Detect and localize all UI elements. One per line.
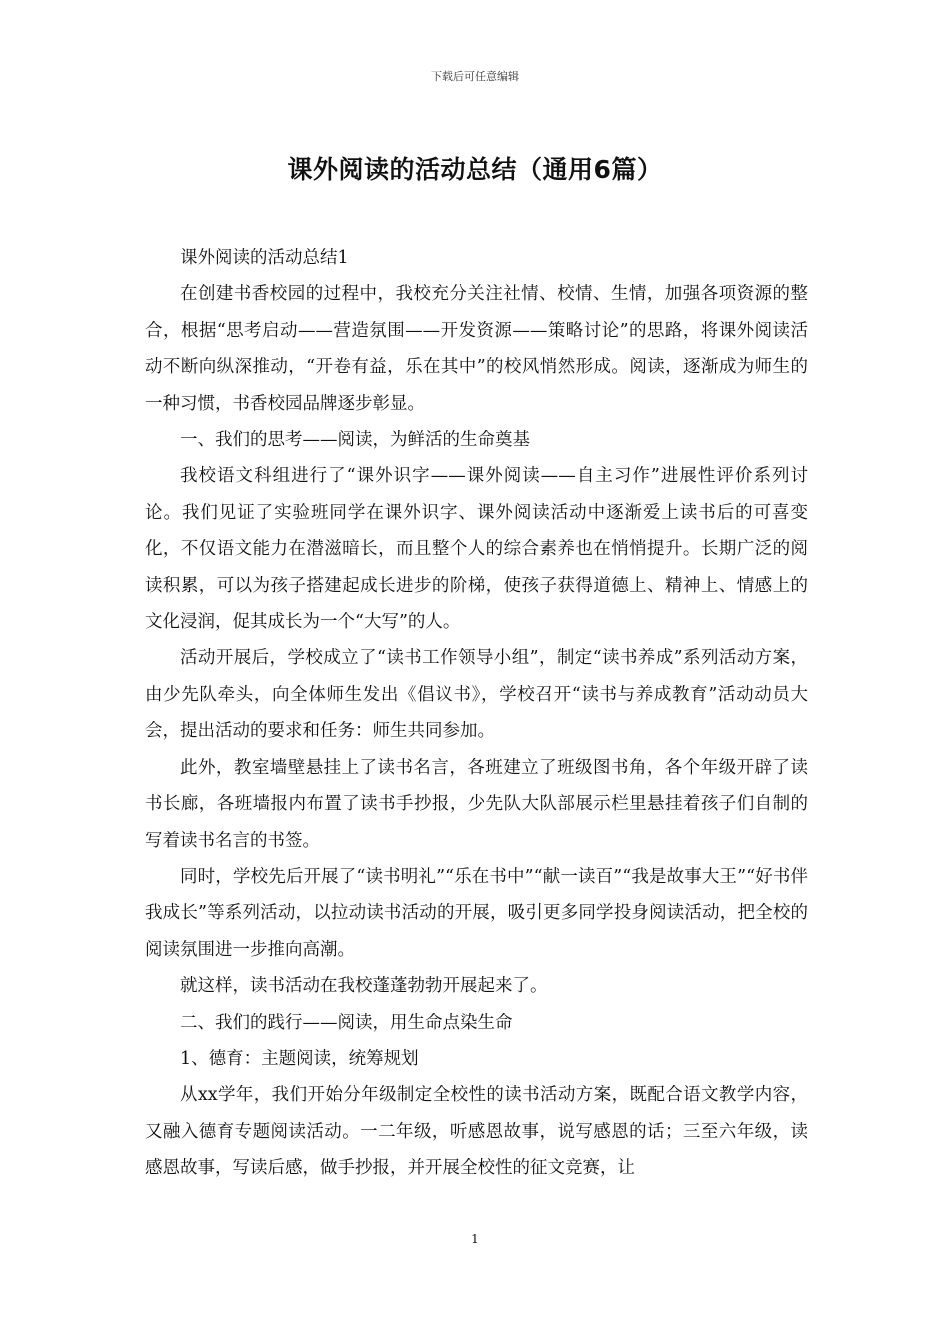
- paragraph: 活动开展后，学校成立了“读书工作领导小组”，制定“读书养成”系列活动方案，由少先队牵头，向全体师生发出《倡议书》，学校召开“读书与养成教育”活动动员大会，提出活动的要求和任务：师生共同参加。: [145, 648, 808, 742]
- section-heading: 课外阅读的活动总结1: [180, 248, 349, 268]
- paragraph: 就这样，读书活动在我校蓬蓬勃勃开展起来了。: [180, 976, 548, 997]
- paragraph: 同时，学校先后开展了“读书明礼”“乐在书中”“献一读百”“我是故事大王”“好书伴我成长”等系列活动，以拉动读书活动的开展，吸引更多同学投身阅读活动，把全校的阅读氛围进一步推向高潮。: [145, 866, 808, 960]
- page-number: 1: [471, 1232, 479, 1246]
- subsection-heading: 1、德育：主题阅读，统筹规划: [180, 1048, 419, 1069]
- paragraph: 在创建书香校园的过程中，我校充分关注社情、校情、生情，加强各项资源的整合，根据“思考启动——营造氛围——开发资源——策略讨论”的思路，将课外阅读活动不断向纵深推动，“开卷有益，乐在其中”的校风悄然形成。阅读，逐渐成为师生的一种习惯，书香校园品牌逐步彰显。: [145, 284, 808, 414]
- document-body: [145, 240, 808, 1187]
- paragraph: 从xx学年，我们开始分年级制定全校性的读书活动方案，既配合语文教学内容，又融入德育专题阅读活动。一二年级，听感恩故事，说写感恩的话；三至六年级，读感恩故事，写读后感，做手抄报，并开展全校性的征文竞赛，让: [145, 1085, 808, 1179]
- section-heading: 一、我们的思考——阅读，为鲜活的生命奠基: [180, 430, 530, 451]
- section-heading: 二、我们的践行——阅读，用生命点染生命: [180, 1012, 513, 1033]
- header-note: 下载后可任意编辑: [431, 70, 519, 83]
- paragraph: 此外，教室墙壁悬挂上了读书名言，各班建立了班级图书角，各个年级开辟了读书长廊，各班墙报内布置了读书手抄报，少先队大队部展示栏里悬挂着孩子们自制的写着读书名言的书签。: [145, 757, 808, 851]
- paragraph: 我校语文科组进行了“课外识字——课外阅读——自主习作”进展性评价系列讨论。我们见证了实验班同学在课外识字、课外阅读活动中逐渐爱上读书后的可喜变化，不仅语文能力在潜滋暗长，而且整个人的综合素养也在悄悄提升。长期广泛的阅读积累，可以为孩子搭建起成长进步的阶梯，使孩子获得道德上、精神上、情感上的文化浸润，促其成长为一个“大写”的人。: [145, 466, 808, 633]
- document-title: 课外阅读的活动总结（通用6篇）: [287, 155, 663, 184]
